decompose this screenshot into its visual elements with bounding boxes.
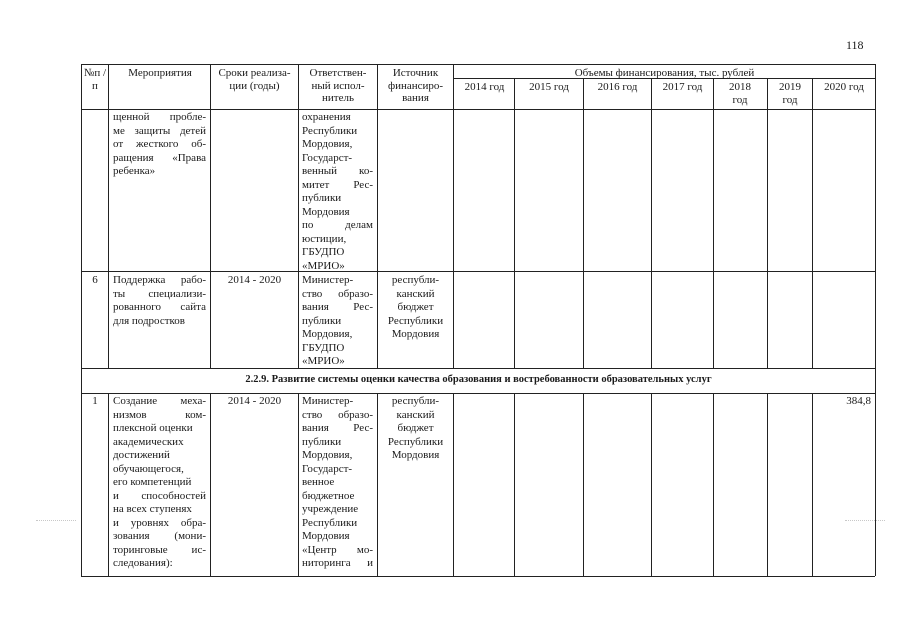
header-terms: Сроки реализа- ции (годы) [218,67,291,92]
header-year: 2020 год [824,81,864,93]
header-responsible: Ответствен- ный испол- нитель [309,67,367,104]
scan-artifact [36,520,76,521]
row-1-responsible: Министер- ство образо- вания Рес- публики Мордовия, Государст- венное бюджетное учреждение Республики Мордовия «Центр мо- ниторинга и [302,395,373,569]
row-continued-activity: щенной пробле- ме защиты детей от жесткого об- ращения «Права ребенка» [113,111,206,177]
header-funding: Объемы финансирования, тыс. рублей [574,67,755,79]
header-year: 2019 год [779,81,801,106]
page-number: 118 [846,38,864,52]
header-year: 2014 год [464,81,505,93]
header-year: 2018 год [729,81,751,106]
section-heading: 2.2.9. Развитие системы оценки качества образования и востребованности образовательных услуг [245,374,712,385]
row-6-activity: Поддержка рабо- ты специализи- рованного сайта для подростков [113,274,206,327]
row-1-terms: 2014 - 2020 [227,395,282,407]
row-1-activity: Создание меха- низмов ком- плексной оценки академических достижений обучающегося, его компетенций и способностей на всех ступенях и уровнях обра- зования (мони- торинговые ис- следования): [113,395,206,569]
header-year: 2017 год [662,81,703,93]
row-6-responsible: Министер- ство образо- вания Рес- публики Мордовия, ГБУДПО «МРИО» [302,274,373,367]
header-activities: Мероприятия [128,67,192,79]
row-1-source: республи- канский бюджет Республики Мордовия [387,395,444,461]
scan-artifact [845,520,885,521]
header-num: №п /п [83,67,107,92]
header-source: Источник финансиро- вания [387,67,444,104]
row-6-source: республи- канский бюджет Республики Мордовия [387,274,444,340]
header-year: 2016 год [597,81,638,93]
row-6-terms: 2014 - 2020 [227,274,282,286]
row-1-number: 1 [92,395,98,407]
row-continued-responsible: охранения Республики Мордовия, Государст- венный ко- митет Рес- публики Мордовия по делам юстиции, ГБУДПО «МРИО» [302,111,373,272]
header-year: 2015 год [529,81,569,93]
row-6-number: 6 [92,274,98,286]
row-1-value-2020: 384,8 [846,395,871,407]
